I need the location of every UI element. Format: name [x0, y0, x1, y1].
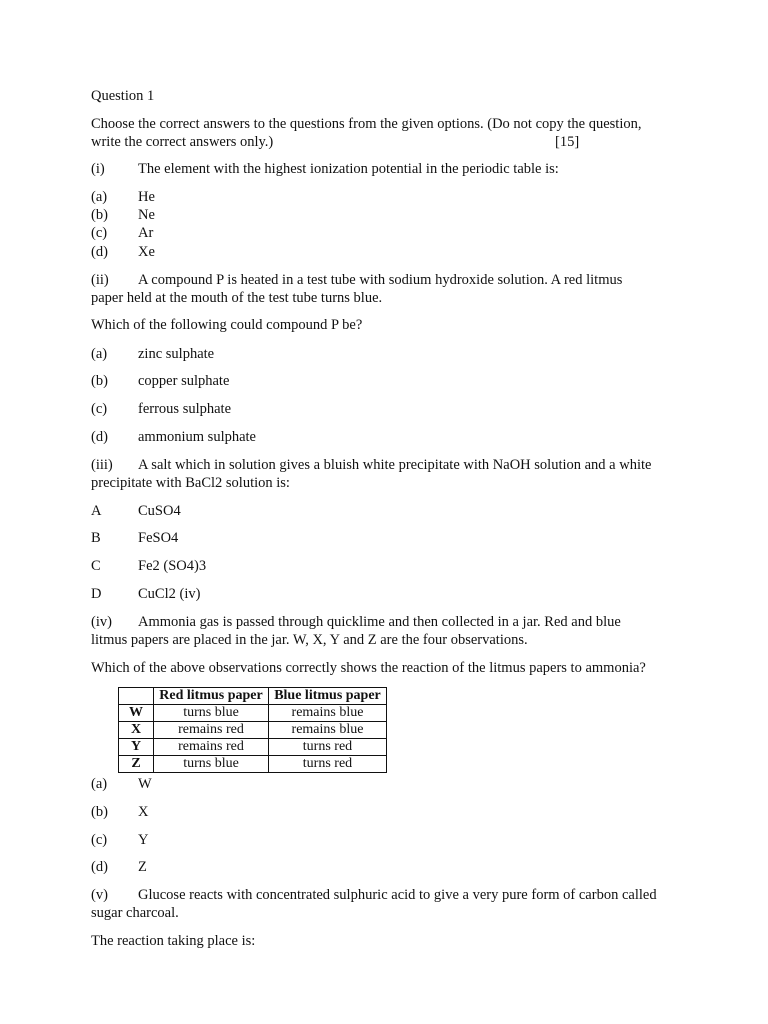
question-heading: Question 1: [91, 88, 155, 104]
red-litmus-cell: remains red: [154, 722, 269, 739]
option-text: ammonium sulphate: [138, 429, 256, 445]
option-text: ferrous sulphate: [138, 401, 232, 417]
question-number: (v): [91, 887, 108, 903]
option-text: FeSO4: [138, 530, 179, 546]
option-i-d: [91, 243, 155, 261]
option-label: (b): [91, 804, 108, 820]
option-text: zinc sulphate: [138, 346, 215, 362]
option-text: X: [138, 804, 149, 820]
question-i: [91, 160, 559, 178]
row-label: Y: [119, 739, 154, 756]
question-text: The element with the highest ionization potential in the periodic table is:: [138, 161, 559, 177]
option-label: (b): [91, 373, 108, 389]
red-litmus-cell: remains red: [154, 739, 269, 756]
option-label: (d): [91, 859, 108, 875]
option-text: Fe2 (SO4)3: [138, 558, 207, 574]
option-label: (a): [91, 346, 108, 362]
question-number: (ii): [91, 272, 109, 288]
option-iv-a: [91, 775, 152, 793]
column-header-blue-litmus: Blue litmus paper: [269, 688, 387, 705]
instruction-line-2: [91, 133, 691, 151]
question-ii-line-2: paper held at the mouth of the test tube turns blue.: [91, 290, 383, 306]
row-label: X: [119, 722, 154, 739]
question-iii-line-2: precipitate with BaCl2 solution is:: [91, 475, 290, 491]
table-header-row: [119, 688, 387, 705]
option-ii-d: [91, 428, 256, 446]
red-litmus-cell: turns blue: [154, 756, 269, 773]
question-iii-line-1: [91, 456, 651, 474]
marks-label: [15]: [555, 134, 580, 150]
option-i-c: [91, 224, 153, 242]
option-label: A: [91, 503, 102, 519]
option-text: Z: [138, 859, 147, 875]
option-i-a: [91, 188, 155, 206]
blue-litmus-cell: remains blue: [269, 722, 387, 739]
question-iv-prompt: Which of the above observations correctly shows the reaction of the litmus papers to ammonia?: [91, 660, 646, 676]
question-v-line-1: [91, 886, 657, 904]
option-text: W: [138, 776, 152, 792]
option-text: Ne: [138, 207, 155, 223]
question-ii-prompt: Which of the following could compound P be?: [91, 317, 363, 333]
red-litmus-cell: turns blue: [154, 705, 269, 722]
option-iv-b: [91, 803, 148, 821]
column-header-red-litmus: Red litmus paper: [154, 688, 269, 705]
row-label: Z: [119, 756, 154, 773]
row-label: W: [119, 705, 154, 722]
litmus-observation-table: [118, 687, 387, 773]
option-text: CuSO4: [138, 503, 181, 519]
option-label: (c): [91, 225, 108, 241]
instruction-text: write the correct answers only.): [91, 134, 274, 150]
table-corner-cell: [119, 688, 154, 705]
option-label: (c): [91, 832, 108, 848]
option-iii-b: [91, 529, 178, 547]
option-label: (d): [91, 244, 108, 260]
option-iv-c: [91, 831, 148, 849]
option-text: CuCl2 (iv): [138, 586, 201, 602]
question-number: (i): [91, 161, 105, 177]
instruction-line-1: Choose the correct answers to the questions from the given options. (Do not copy the question,: [91, 116, 642, 132]
option-label: (a): [91, 189, 108, 205]
table-row: [119, 756, 387, 773]
table-row: [119, 722, 387, 739]
option-ii-a: [91, 345, 214, 363]
option-label: (d): [91, 429, 108, 445]
question-iv-line-2: litmus papers are placed in the jar. W, X, Y and Z are the four observations.: [91, 632, 528, 648]
option-text: copper sulphate: [138, 373, 230, 389]
option-label: D: [91, 586, 102, 602]
blue-litmus-cell: turns red: [269, 739, 387, 756]
table-row: [119, 739, 387, 756]
blue-litmus-cell: remains blue: [269, 705, 387, 722]
option-label: (a): [91, 776, 108, 792]
option-iii-a: [91, 502, 181, 520]
question-iv-line-1: [91, 613, 621, 631]
option-ii-c: [91, 400, 231, 418]
question-text: A salt which in solution gives a bluish white precipitate with NaOH solution and a white: [138, 457, 652, 473]
question-number: (iii): [91, 457, 113, 473]
option-label: B: [91, 530, 101, 546]
option-text: Ar: [138, 225, 154, 241]
question-text: A compound P is heated in a test tube with sodium hydroxide solution. A red litmus: [138, 272, 623, 288]
option-label: (c): [91, 401, 108, 417]
question-number: (iv): [91, 614, 112, 630]
blue-litmus-cell: turns red: [269, 756, 387, 773]
question-text: Glucose reacts with concentrated sulphuric acid to give a very pure form of carbon called: [138, 887, 657, 903]
table-row: [119, 705, 387, 722]
question-v-line-2: sugar charcoal.: [91, 905, 179, 921]
option-ii-b: [91, 372, 229, 390]
option-text: Y: [138, 832, 149, 848]
option-i-b: [91, 206, 155, 224]
option-iv-d: [91, 858, 147, 876]
question-v-prompt: The reaction taking place is:: [91, 933, 256, 949]
question-ii-line-1: [91, 271, 622, 289]
option-label: (b): [91, 207, 108, 223]
option-text: Xe: [138, 244, 155, 260]
option-label: C: [91, 558, 101, 574]
option-iii-c: [91, 557, 206, 575]
option-iii-d: [91, 585, 200, 603]
question-text: Ammonia gas is passed through quicklime and then collected in a jar. Red and blue: [138, 614, 621, 630]
option-text: He: [138, 189, 155, 205]
